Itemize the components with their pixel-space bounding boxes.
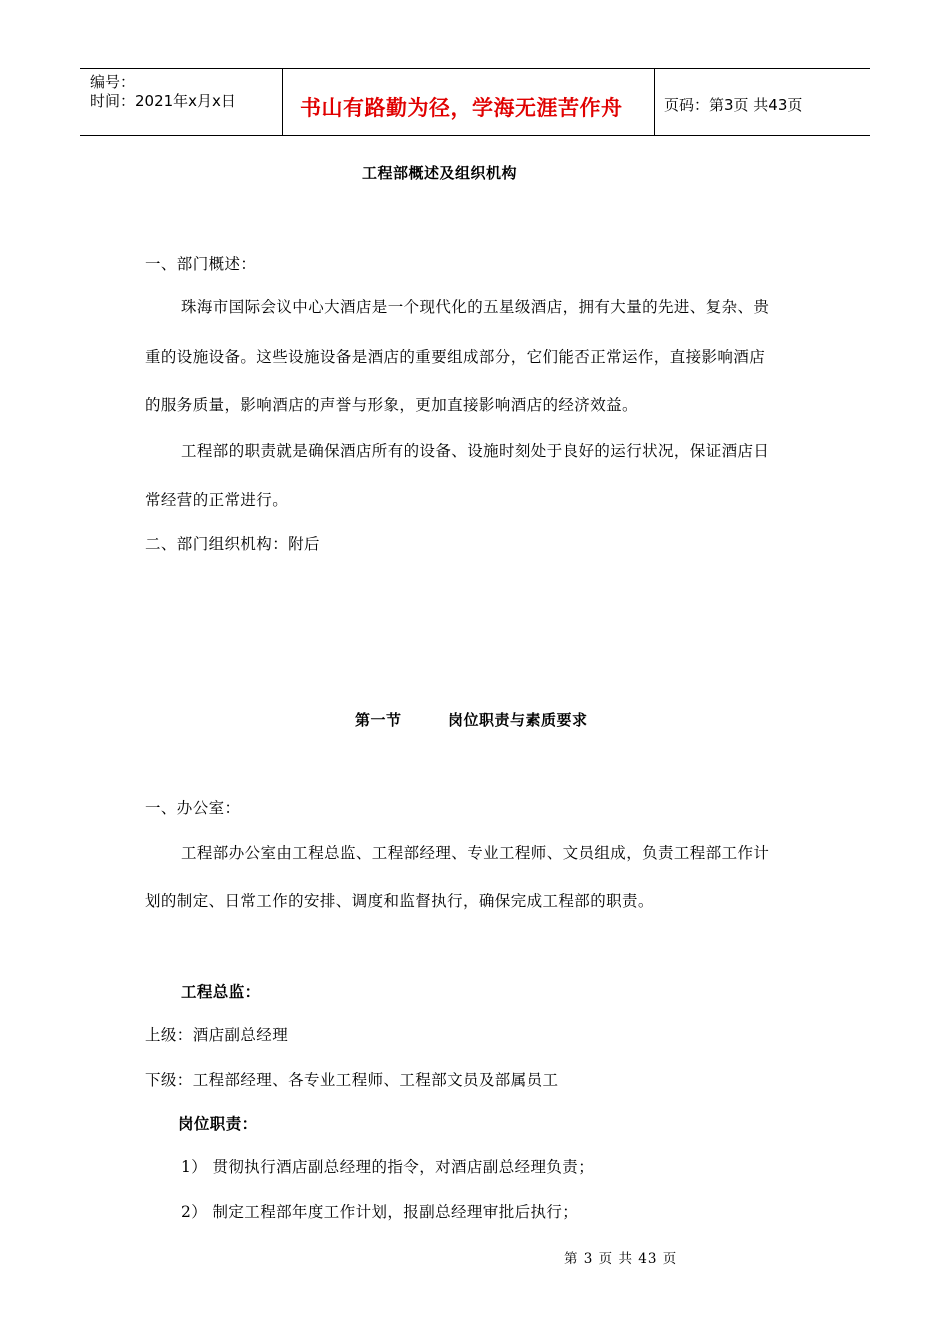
section-number: 第一节 bbox=[355, 711, 402, 729]
office-para-line2: 划的制定、日常工作的安排、调度和监督执行，确保完成工程部的职责。 bbox=[145, 892, 654, 910]
duty-item: 2） 制定工程部年度工作计划，报副总经理审批后执行； bbox=[181, 1203, 579, 1221]
page-footer: 第 3 页 共 43 页 bbox=[564, 1251, 678, 1267]
director-subordinate: 下级：工程部经理、各专业工程师、工程部文员及部属员工 bbox=[145, 1071, 559, 1089]
overview-para1-line1: 珠海市国际会议中心大酒店是一个现代化的五星级酒店，拥有大量的先进、复杂、贵 bbox=[181, 298, 770, 316]
page-number-label: 页码：第3页 共43页 bbox=[664, 96, 803, 114]
director-superior: 上级：酒店副总经理 bbox=[145, 1026, 289, 1044]
overview-para2-line1: 工程部的职责就是确保酒店所有的设备、设施时刻处于良好的运行状况，保证酒店日 bbox=[181, 442, 770, 460]
document-title: 工程部概述及组织机构 bbox=[362, 164, 518, 182]
office-heading: 一、办公室： bbox=[145, 799, 241, 817]
header-motto: 书山有路勤为径，学海无涯苦作舟 bbox=[300, 96, 623, 120]
director-title: 工程总监： bbox=[181, 982, 261, 1001]
duties-heading: 岗位职责： bbox=[178, 1114, 258, 1133]
header-divider-left bbox=[282, 68, 283, 136]
header-bottom-border bbox=[80, 135, 870, 136]
duty-item: 1） 贯彻执行酒店副总经理的指令，对酒店副总经理负责； bbox=[181, 1158, 595, 1176]
header-divider-right bbox=[654, 68, 655, 136]
office-para-line1: 工程部办公室由工程总监、工程部经理、专业工程师、文员组成，负责工程部工作计 bbox=[181, 844, 770, 862]
section-title: 岗位职责与素质要求 bbox=[448, 711, 588, 729]
overview-para2-line2: 常经营的正常进行。 bbox=[145, 491, 289, 509]
overview-heading: 一、部门概述： bbox=[145, 255, 257, 273]
serial-label: 编号： bbox=[90, 73, 136, 91]
overview-para1-line3: 的服务质量，影响酒店的声誉与形象，更加直接影响酒店的经济效益。 bbox=[145, 396, 638, 414]
time-label: 时间：2021年x月x日 bbox=[90, 92, 236, 110]
org-structure-heading: 二、部门组织机构：附后 bbox=[145, 535, 320, 553]
header-top-border bbox=[80, 68, 870, 69]
overview-para1-line2: 重的设施设备。这些设施设备是酒店的重要组成部分，它们能否正常运作，直接影响酒店 bbox=[145, 348, 766, 366]
